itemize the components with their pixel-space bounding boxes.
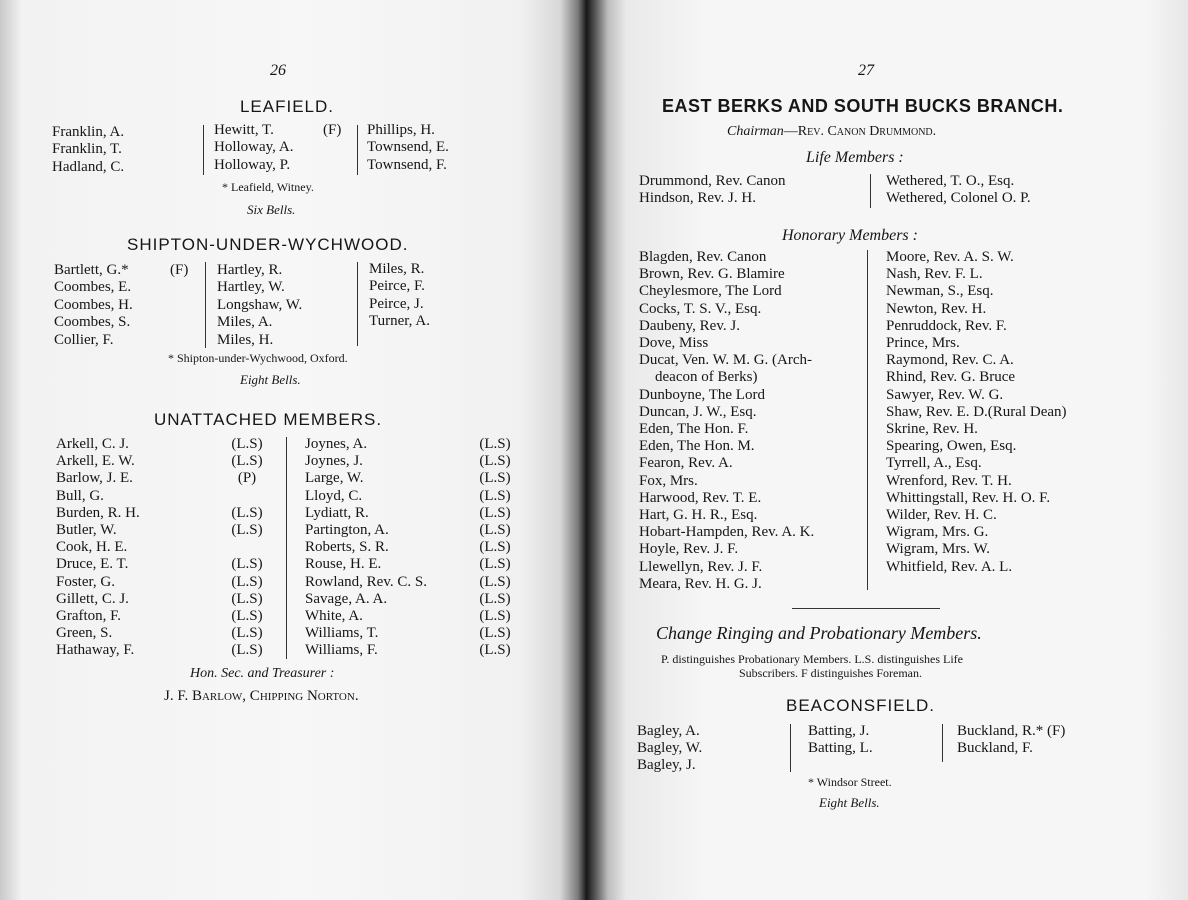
beaconsfield-address: * Windsor Street.	[808, 775, 892, 789]
divider	[286, 437, 287, 659]
life-col1: Drummond, Rev. Canon Hindson, Rev. J. H.	[639, 173, 786, 207]
divider	[357, 262, 358, 346]
honorary-col2: Moore, Rev. A. S. W. Nash, Rev. F. L. Newman, S., Esq. Newton, Rev. H. Penruddock, Rev. F. Prince, Mrs. Raymond, Rev. C. A. Rhind, Rev. G. Bruce Sawyer, Rev. W. G. Shaw, Rev. E. D.(Rural Dean) Skrine, Rev. H. Spearing, Owen, Esq. Tyrrell, A., Esq. Wrenford, Rev. T. H. Whittingstall, Rev. H. O. F. Wilder, Rev. H. C. Wigram, Mrs. G. Wigram, Mrs. W. Whitfield, Rev. A. L.	[886, 249, 1067, 575]
page-number-left: 26	[270, 62, 286, 79]
right-page	[586, 0, 1188, 900]
chairman-label: Chairman	[727, 124, 784, 139]
unattached-col2-names: Joynes, A. Joynes, J. Large, W. Lloyd, C. Lydiatt, R. Partington, A. Roberts, S. R. Rouse, H. E. Rowland, Rev. C. S. Savage, A. A. White, A. Williams, T. Williams, F.	[305, 436, 427, 659]
unattached-col1-names: Arkell, C. J. Arkell, E. W. Barlow, J. E. Bull, G. Burden, R. H. Butler, W. Cook, H. E. Druce, E. T. Foster, G. Gillett, C. J. Grafton, F. Green, S. Hathaway, F.	[56, 436, 140, 659]
life-members-heading: Life Members :	[806, 149, 904, 166]
divider	[942, 724, 943, 762]
honorary-members-heading: Honorary Members :	[782, 227, 918, 244]
leafield-heading: LEAFIELD.	[239, 97, 335, 116]
page-number-right: 27	[858, 62, 874, 79]
leafield-col3: Phillips, H. Townsend, E. Townsend, F.	[367, 122, 449, 173]
treasurer-name: J. F. Barlow, Chipping Norton.	[164, 688, 359, 704]
chairman-line	[727, 124, 936, 140]
leafield-bells: Six Bells.	[247, 202, 296, 217]
shipton-col3: Miles, R. Peirce, F. Peirce, J. Turner, A.	[369, 261, 430, 330]
foreman-tag: (F)	[323, 122, 342, 138]
legend-line-2: Subscribers. F distinguishes Foreman.	[739, 666, 922, 680]
branch-heading: EAST BERKS AND SOUTH BUCKS BRANCH.	[662, 96, 1064, 116]
unattached-col2-tags: (L.S) (L.S) (L.S) (L.S) (L.S) (L.S) (L.S) (L.S) (L.S) (L.S) (L.S) (L.S) (L.S)	[479, 436, 511, 659]
chairman-name: —Rev. Canon Drummond.	[783, 124, 937, 139]
divider	[870, 174, 871, 208]
change-ringing-heading: Change Ringing and Probationary Members.	[656, 623, 982, 643]
shipton-col1: Bartlett, G.* Coombes, E. Coombes, H. Coombes, S. Collier, F.	[54, 262, 133, 348]
divider	[867, 250, 868, 590]
honorary-col1: Blagden, Rev. Canon Brown, Rev. G. Blamire Cheylesmore, The Lord Cocks, T. S. V., Esq. Daubeny, Rev. J. Dove, Miss Ducat, Ven. W. M. G. (Arch- deacon of Berks) Dunboyne, The Lord Duncan, J. W., Esq. Eden, The Hon. F. Eden, The Hon. M. Fearon, Rev. A. Fox, Mrs. Harwood, Rev. T. E. Hart, G. H. R., Esq. Hobart-Hampden, Rev. A. K. Hoyle, Rev. J. F. Llewellyn, Rev. J. F. Meara, Rev. H. G. J.	[639, 249, 815, 592]
shipton-col2: Hartley, R. Hartley, W. Longshaw, W. Miles, A. Miles, H.	[217, 262, 303, 348]
life-col2: Wethered, T. O., Esq. Wethered, Colonel O. P.	[886, 173, 1031, 207]
shipton-heading: SHIPTON-UNDER-WYCHWOOD.	[127, 235, 409, 254]
divider	[205, 262, 206, 348]
foreman-tag: (F)	[170, 262, 189, 278]
beaconsfield-col3: Buckland, R.* (F) Buckland, F.	[957, 723, 1066, 757]
treasurer-label: Hon. Sec. and Treasurer :	[190, 666, 335, 681]
leafield-col1: Franklin, A. Franklin, T. Hadland, C.	[52, 124, 125, 175]
beaconsfield-bells: Eight Bells.	[819, 795, 880, 810]
section-rule	[792, 608, 940, 609]
divider	[790, 724, 791, 772]
unattached-col1-tags: (L.S) (L.S) (P) (L.S) (L.S) (L.S) (L.S) (L.S) (L.S) (L.S) (L.S)	[231, 436, 263, 659]
left-page	[0, 0, 586, 900]
shipton-bells: Eight Bells.	[240, 372, 301, 387]
shipton-address: * Shipton-under-Wychwood, Oxford.	[168, 351, 348, 365]
beaconsfield-col1: Bagley, A. Bagley, W. Bagley, J.	[637, 723, 703, 774]
divider	[203, 125, 204, 175]
beaconsfield-heading: BEACONSFIELD.	[786, 696, 936, 715]
beaconsfield-col2: Batting, J. Batting, L.	[808, 723, 873, 757]
leafield-col2: Hewitt, T. Holloway, A. Holloway, P.	[214, 122, 294, 173]
divider	[357, 125, 358, 175]
leafield-address: * Leafield, Witney.	[222, 180, 314, 194]
legend-line-1: P. distinguishes Probationary Members. L.S. distinguishes Life	[661, 652, 963, 666]
unattached-heading: UNATTACHED MEMBERS.	[154, 410, 383, 429]
